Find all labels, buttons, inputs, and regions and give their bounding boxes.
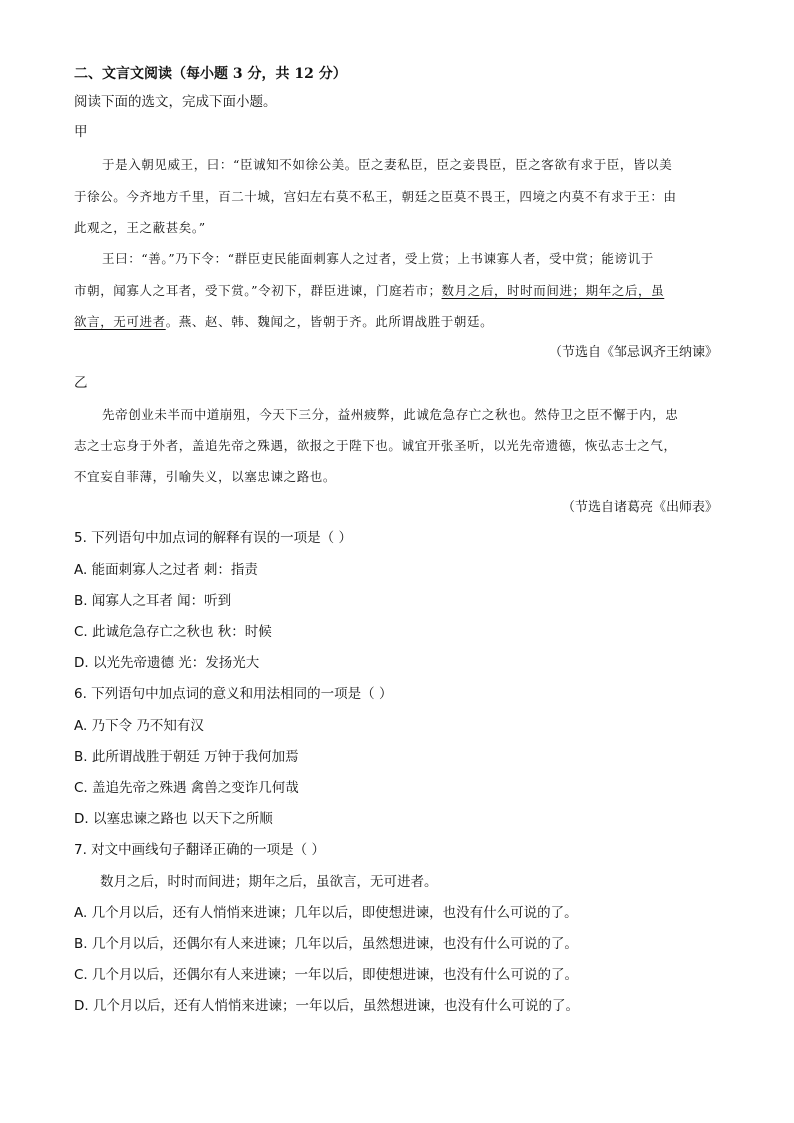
passage-b-line-3: 不宜妄自菲薄，引喻失义，以塞忠谏之路也。 xyxy=(74,469,337,484)
underlined-sentence-part-1: 数月之后，时时而间进；期年之后，虽 xyxy=(441,283,665,298)
question-7-option-a: A. 几个月以后，还有人悄悄来进谏；几年以后，即使想进谏，也没有什么可说的了。 xyxy=(74,905,578,921)
passage-a-line-6-text: 。燕、赵、韩、魏闻之，皆朝于齐。此所谓战胜于朝廷。 xyxy=(165,314,494,329)
question-5-stem: 5. 下列语句中加点词的解释有误的一项是（ ） xyxy=(74,530,352,546)
passage-a-line-3: 此观之，王之蔽甚矣。” xyxy=(74,220,206,235)
question-7-option-c: C. 几个月以后，还偶尔有人来进谏；一年以后，即使想进谏，也没有什么可说的了。 xyxy=(74,967,579,983)
passage-a-label: 甲 xyxy=(74,124,88,140)
passage-b-line-1: 先帝创业未半而中道崩殂，今天下三分，益州疲弊，此诚危急存亡之秋也。然侍卫之臣不懈于内，忠 xyxy=(102,407,679,422)
passage-a-line-6 xyxy=(74,312,493,332)
question-5-option-c: C. 此诚危急存亡之秋也 秋：时候 xyxy=(74,624,272,640)
passage-a-line-4: 王曰：“善。”乃下令：“群臣吏民能面刺寡人之过者，受上赏；上书谏寡人者，受中赏；能谤讥于 xyxy=(102,251,654,266)
section-title: 二、文言文阅读（每小题 3 分，共 12 分） xyxy=(74,66,347,82)
question-6-option-c: C. 盖追先帝之殊遇 禽兽之变诈几何哉 xyxy=(74,780,299,796)
question-5-option-a: A. 能面刺寡人之过者 刺：指责 xyxy=(74,562,258,578)
question-6-option-d: D. 以塞忠谏之路也 以天下之所顺 xyxy=(74,811,273,827)
question-5-option-d: D. 以光先帝遗德 光：发扬光大 xyxy=(74,655,260,671)
passage-a-line-5 xyxy=(74,281,664,301)
question-7-quote: 数月之后，时时而间进；期年之后，虽欲言，无可进者。 xyxy=(100,874,438,890)
instruction: 阅读下面的选文，完成下面小题。 xyxy=(74,94,277,110)
question-5-option-b: B. 闻寡人之耳者 闻：听到 xyxy=(74,593,232,609)
passage-b-source: （节选自诸葛亮《出师表》 xyxy=(561,500,718,515)
underlined-sentence-part-2: 欲言，无可进者 xyxy=(74,314,166,329)
question-6-option-b: B. 此所谓战胜于朝廷 万钟于我何加焉 xyxy=(74,749,299,765)
passage-b-line-2: 志之士忘身于外者，盖追先帝之殊遇，欲报之于陛下也。诚宜开张圣听，以光先帝遗德，恢弘志士之气， xyxy=(74,438,677,453)
question-7-option-d: D. 几个月以后，还有人悄悄来进谏；一年以后，虽然想进谏，也没有什么可说的了。 xyxy=(74,998,579,1014)
question-6-option-a: A. 乃下令 乃不知有汉 xyxy=(74,718,204,734)
passage-a-source: （节选自《邹忌讽齐王纳谏》 xyxy=(548,345,718,360)
passage-a-line-2: 于徐公。今齐地方千里，百二十城，宫妇左右莫不私王，朝廷之臣莫不畏王，四境之内莫不有求于王：由 xyxy=(74,189,677,204)
question-6-stem: 6. 下列语句中加点词的意义和用法相同的一项是（ ） xyxy=(74,686,393,702)
question-7-option-b: B. 几个月以后，还偶尔有人来进谏；几年以后，虽然想进谏，也没有什么可说的了。 xyxy=(74,936,578,952)
question-7-stem: 7. 对文中画线句子翻译正确的一项是（ ） xyxy=(74,842,325,858)
passage-a-line-5-text: 市朝，闻寡人之耳者，受下赏。”令初下，群臣进谏，门庭若市； xyxy=(74,283,442,298)
passage-a-line-1: 于是入朝见威王，曰：“臣诚知不如徐公美。臣之妻私臣，臣之妾畏臣，臣之客欲有求于臣，皆以美 xyxy=(102,157,673,172)
passage-b-label: 乙 xyxy=(74,375,88,391)
